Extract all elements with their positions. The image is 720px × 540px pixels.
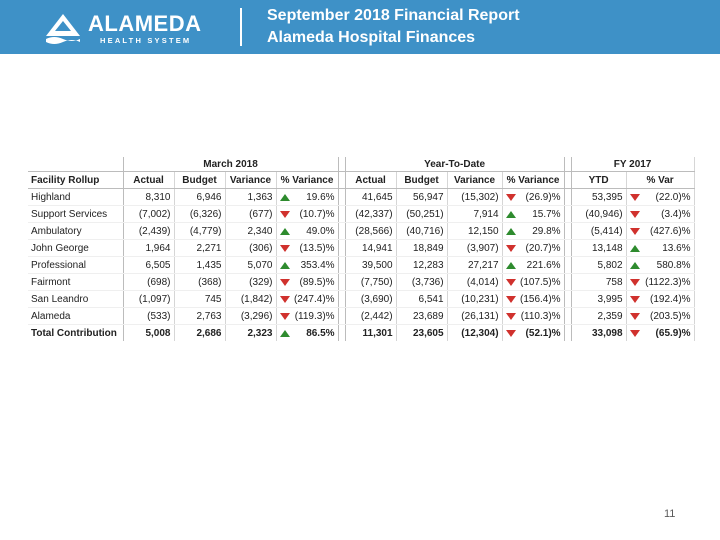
ytd-pct (502, 274, 564, 291)
group-ytd: Year-To-Date (345, 157, 564, 172)
fy-ytd: (40,946) (571, 206, 626, 223)
month-pct (276, 240, 338, 257)
ytd-budget: (40,716) (396, 223, 447, 240)
row-label: Highland (28, 189, 123, 206)
fy-ytd: 33,098 (571, 325, 626, 342)
down-triangle-icon (630, 330, 640, 337)
ytd-actual: 11,301 (345, 325, 396, 342)
header-bar (0, 0, 720, 54)
row-label: Alameda (28, 308, 123, 325)
month-variance: (677) (225, 206, 276, 223)
pct-value: (156.4)% (519, 293, 561, 305)
down-triangle-icon (280, 313, 290, 320)
ytd-pct (502, 240, 564, 257)
pct-value: (22.0)% (655, 191, 691, 203)
fy-ytd: 3,995 (571, 291, 626, 308)
row-label: Fairmont (28, 274, 123, 291)
down-triangle-icon (630, 194, 640, 201)
down-triangle-icon (280, 211, 290, 218)
fy-pct (626, 274, 694, 291)
table-row (28, 223, 694, 240)
header-divider (240, 8, 242, 46)
financial-table (28, 157, 695, 341)
down-triangle-icon (506, 245, 516, 252)
month-pct (276, 291, 338, 308)
pct-value: 15.7% (532, 208, 561, 220)
header-month-actual: Actual (123, 172, 174, 189)
month-pct (276, 325, 338, 342)
down-triangle-icon (506, 194, 516, 201)
fy-pct (626, 308, 694, 325)
ytd-variance: (10,231) (447, 291, 502, 308)
table-row (28, 274, 694, 291)
ytd-budget: 6,541 (396, 291, 447, 308)
table-row (28, 291, 694, 308)
row-label: Professional (28, 257, 123, 274)
pct-value: (110.3)% (520, 310, 561, 322)
logo-subtitle: HEALTH SYSTEM (100, 36, 192, 45)
month-budget: 745 (174, 291, 225, 308)
month-pct (276, 206, 338, 223)
fy-ytd: (5,414) (571, 223, 626, 240)
down-triangle-icon (630, 228, 640, 235)
ytd-pct (502, 257, 564, 274)
up-triangle-icon (630, 262, 640, 269)
down-triangle-icon (280, 279, 290, 286)
up-triangle-icon (280, 228, 290, 235)
up-triangle-icon (506, 262, 516, 269)
down-triangle-icon (630, 313, 640, 320)
row-label: Total Contribution (28, 325, 123, 342)
pct-value: (3.4)% (661, 208, 691, 220)
month-variance: (329) (225, 274, 276, 291)
up-triangle-icon (280, 262, 290, 269)
pct-value: 13.6% (662, 242, 691, 254)
month-actual: 6,505 (123, 257, 174, 274)
down-triangle-icon (280, 296, 290, 303)
header-ytd-budget: Budget (396, 172, 447, 189)
fy-ytd: 758 (571, 274, 626, 291)
group-fy: FY 2017 (571, 157, 694, 172)
table-row (28, 308, 694, 325)
pct-value: (89.5)% (299, 276, 335, 288)
ytd-variance: 12,150 (447, 223, 502, 240)
fy-pct (626, 240, 694, 257)
month-budget: 2,763 (174, 308, 225, 325)
month-actual: (1,097) (123, 291, 174, 308)
fy-pct (626, 223, 694, 240)
ytd-variance: 7,914 (447, 206, 502, 223)
header-ytd-actual: Actual (345, 172, 396, 189)
ytd-variance: (15,302) (447, 189, 502, 206)
month-actual: (2,439) (123, 223, 174, 240)
header-rollup: Facility Rollup (28, 172, 123, 189)
financial-table-image (28, 157, 694, 347)
header-month-budget: Budget (174, 172, 225, 189)
group-month: March 2018 (123, 157, 338, 172)
month-budget: 6,946 (174, 189, 225, 206)
month-budget: 2,271 (174, 240, 225, 257)
up-triangle-icon (630, 245, 640, 252)
down-triangle-icon (506, 279, 516, 286)
ytd-variance: (4,014) (447, 274, 502, 291)
ytd-variance: (26,131) (447, 308, 502, 325)
pct-value: (20.7)% (525, 242, 561, 254)
table-body (28, 189, 694, 342)
down-triangle-icon (506, 330, 516, 337)
ytd-actual: (7,750) (345, 274, 396, 291)
pct-value: 86.5% (306, 327, 335, 339)
month-budget: (4,779) (174, 223, 225, 240)
ytd-actual: (3,690) (345, 291, 396, 308)
month-variance: 2,340 (225, 223, 276, 240)
header-fy-ytd: YTD (571, 172, 626, 189)
row-label: Support Services (28, 206, 123, 223)
row-label: San Leandro (28, 291, 123, 308)
pct-value: 19.6% (306, 191, 335, 203)
down-triangle-icon (630, 211, 640, 218)
table-row (28, 257, 694, 274)
month-actual: 5,008 (123, 325, 174, 342)
month-pct (276, 189, 338, 206)
ytd-budget: 18,849 (396, 240, 447, 257)
fy-pct (626, 291, 694, 308)
down-triangle-icon (506, 313, 516, 320)
fy-ytd: 2,359 (571, 308, 626, 325)
ytd-budget: 12,283 (396, 257, 447, 274)
header-ytd-variance: Variance (447, 172, 502, 189)
alameda-health-logo (44, 10, 214, 46)
month-actual: (7,002) (123, 206, 174, 223)
header-month-variance: Variance (225, 172, 276, 189)
table-row (28, 206, 694, 223)
pct-value: 353.4% (300, 259, 335, 271)
ytd-actual: 39,500 (345, 257, 396, 274)
ytd-pct (502, 189, 564, 206)
ytd-pct (502, 308, 564, 325)
month-variance: (306) (225, 240, 276, 257)
ytd-actual: 14,941 (345, 240, 396, 257)
total-row (28, 325, 694, 342)
pct-value: 580.8% (656, 259, 691, 271)
pct-value: (1122.3)% (645, 276, 691, 288)
ytd-actual: (2,442) (345, 308, 396, 325)
down-triangle-icon (630, 296, 640, 303)
fy-pct (626, 206, 694, 223)
up-triangle-icon (280, 330, 290, 337)
pct-value: 29.8% (532, 225, 561, 237)
fy-ytd: 5,802 (571, 257, 626, 274)
month-variance: 1,363 (225, 189, 276, 206)
pct-value: (203.5)% (649, 310, 691, 322)
month-variance: 5,070 (225, 257, 276, 274)
month-actual: 8,310 (123, 189, 174, 206)
month-actual: 1,964 (123, 240, 174, 257)
month-budget: 1,435 (174, 257, 225, 274)
table-row (28, 240, 694, 257)
title-line-1: September 2018 Financial Report (267, 7, 520, 24)
pct-value: (52.1)% (525, 327, 561, 339)
fy-ytd: 53,395 (571, 189, 626, 206)
ytd-pct (502, 223, 564, 240)
month-pct (276, 257, 338, 274)
pct-value: (26.9)% (525, 191, 561, 203)
month-budget: (368) (174, 274, 225, 291)
group-header-row (28, 157, 694, 172)
pct-value: (10.7)% (299, 208, 335, 220)
header-ytd-pct: % Variance (502, 172, 564, 189)
row-label: John George (28, 240, 123, 257)
month-budget: 2,686 (174, 325, 225, 342)
ytd-actual: (28,566) (345, 223, 396, 240)
month-variance: (3,296) (225, 308, 276, 325)
ytd-budget: 23,605 (396, 325, 447, 342)
title-line-2: Alameda Hospital Finances (267, 29, 476, 46)
fy-ytd: 13,148 (571, 240, 626, 257)
pct-value: (247.4)% (293, 293, 335, 305)
header-fy-pct: % Var (626, 172, 694, 189)
ytd-budget: (50,251) (396, 206, 447, 223)
pct-value: (119.3)% (294, 310, 335, 322)
ytd-pct (502, 206, 564, 223)
pct-value: (65.9)% (655, 327, 691, 339)
down-triangle-icon (630, 279, 640, 286)
up-triangle-icon (506, 211, 516, 218)
fy-pct (626, 257, 694, 274)
ytd-variance: (12,304) (447, 325, 502, 342)
ytd-pct (502, 325, 564, 342)
month-pct (276, 308, 338, 325)
fy-pct (626, 189, 694, 206)
ytd-actual: 41,645 (345, 189, 396, 206)
pct-value: (427.6)% (649, 225, 691, 237)
month-budget: (6,326) (174, 206, 225, 223)
header-month-pct: % Variance (276, 172, 338, 189)
pct-value: 49.0% (306, 225, 335, 237)
up-triangle-icon (506, 228, 516, 235)
ytd-variance: 27,217 (447, 257, 502, 274)
fy-pct (626, 325, 694, 342)
month-pct (276, 223, 338, 240)
up-triangle-icon (280, 194, 290, 201)
month-actual: (533) (123, 308, 174, 325)
ytd-budget: 23,689 (396, 308, 447, 325)
ytd-variance: (3,907) (447, 240, 502, 257)
month-variance: (1,842) (225, 291, 276, 308)
month-actual: (698) (123, 274, 174, 291)
month-pct (276, 274, 338, 291)
pct-value: (107.5)% (519, 276, 561, 288)
pct-value: (13.5)% (299, 242, 335, 254)
logo-mountain-icon (44, 12, 82, 44)
ytd-actual: (42,337) (345, 206, 396, 223)
page-number: 11 (664, 508, 676, 520)
page-title (267, 5, 520, 49)
row-label: Ambulatory (28, 223, 123, 240)
ytd-budget: (3,736) (396, 274, 447, 291)
logo-wordmark: ALAMEDA (88, 11, 202, 36)
pct-value: 221.6% (526, 259, 561, 271)
month-variance: 2,323 (225, 325, 276, 342)
column-header-row (28, 172, 694, 189)
ytd-pct (502, 291, 564, 308)
pct-value: (192.4)% (649, 293, 691, 305)
table-row (28, 189, 694, 206)
down-triangle-icon (506, 296, 516, 303)
down-triangle-icon (280, 245, 290, 252)
ytd-budget: 56,947 (396, 189, 447, 206)
